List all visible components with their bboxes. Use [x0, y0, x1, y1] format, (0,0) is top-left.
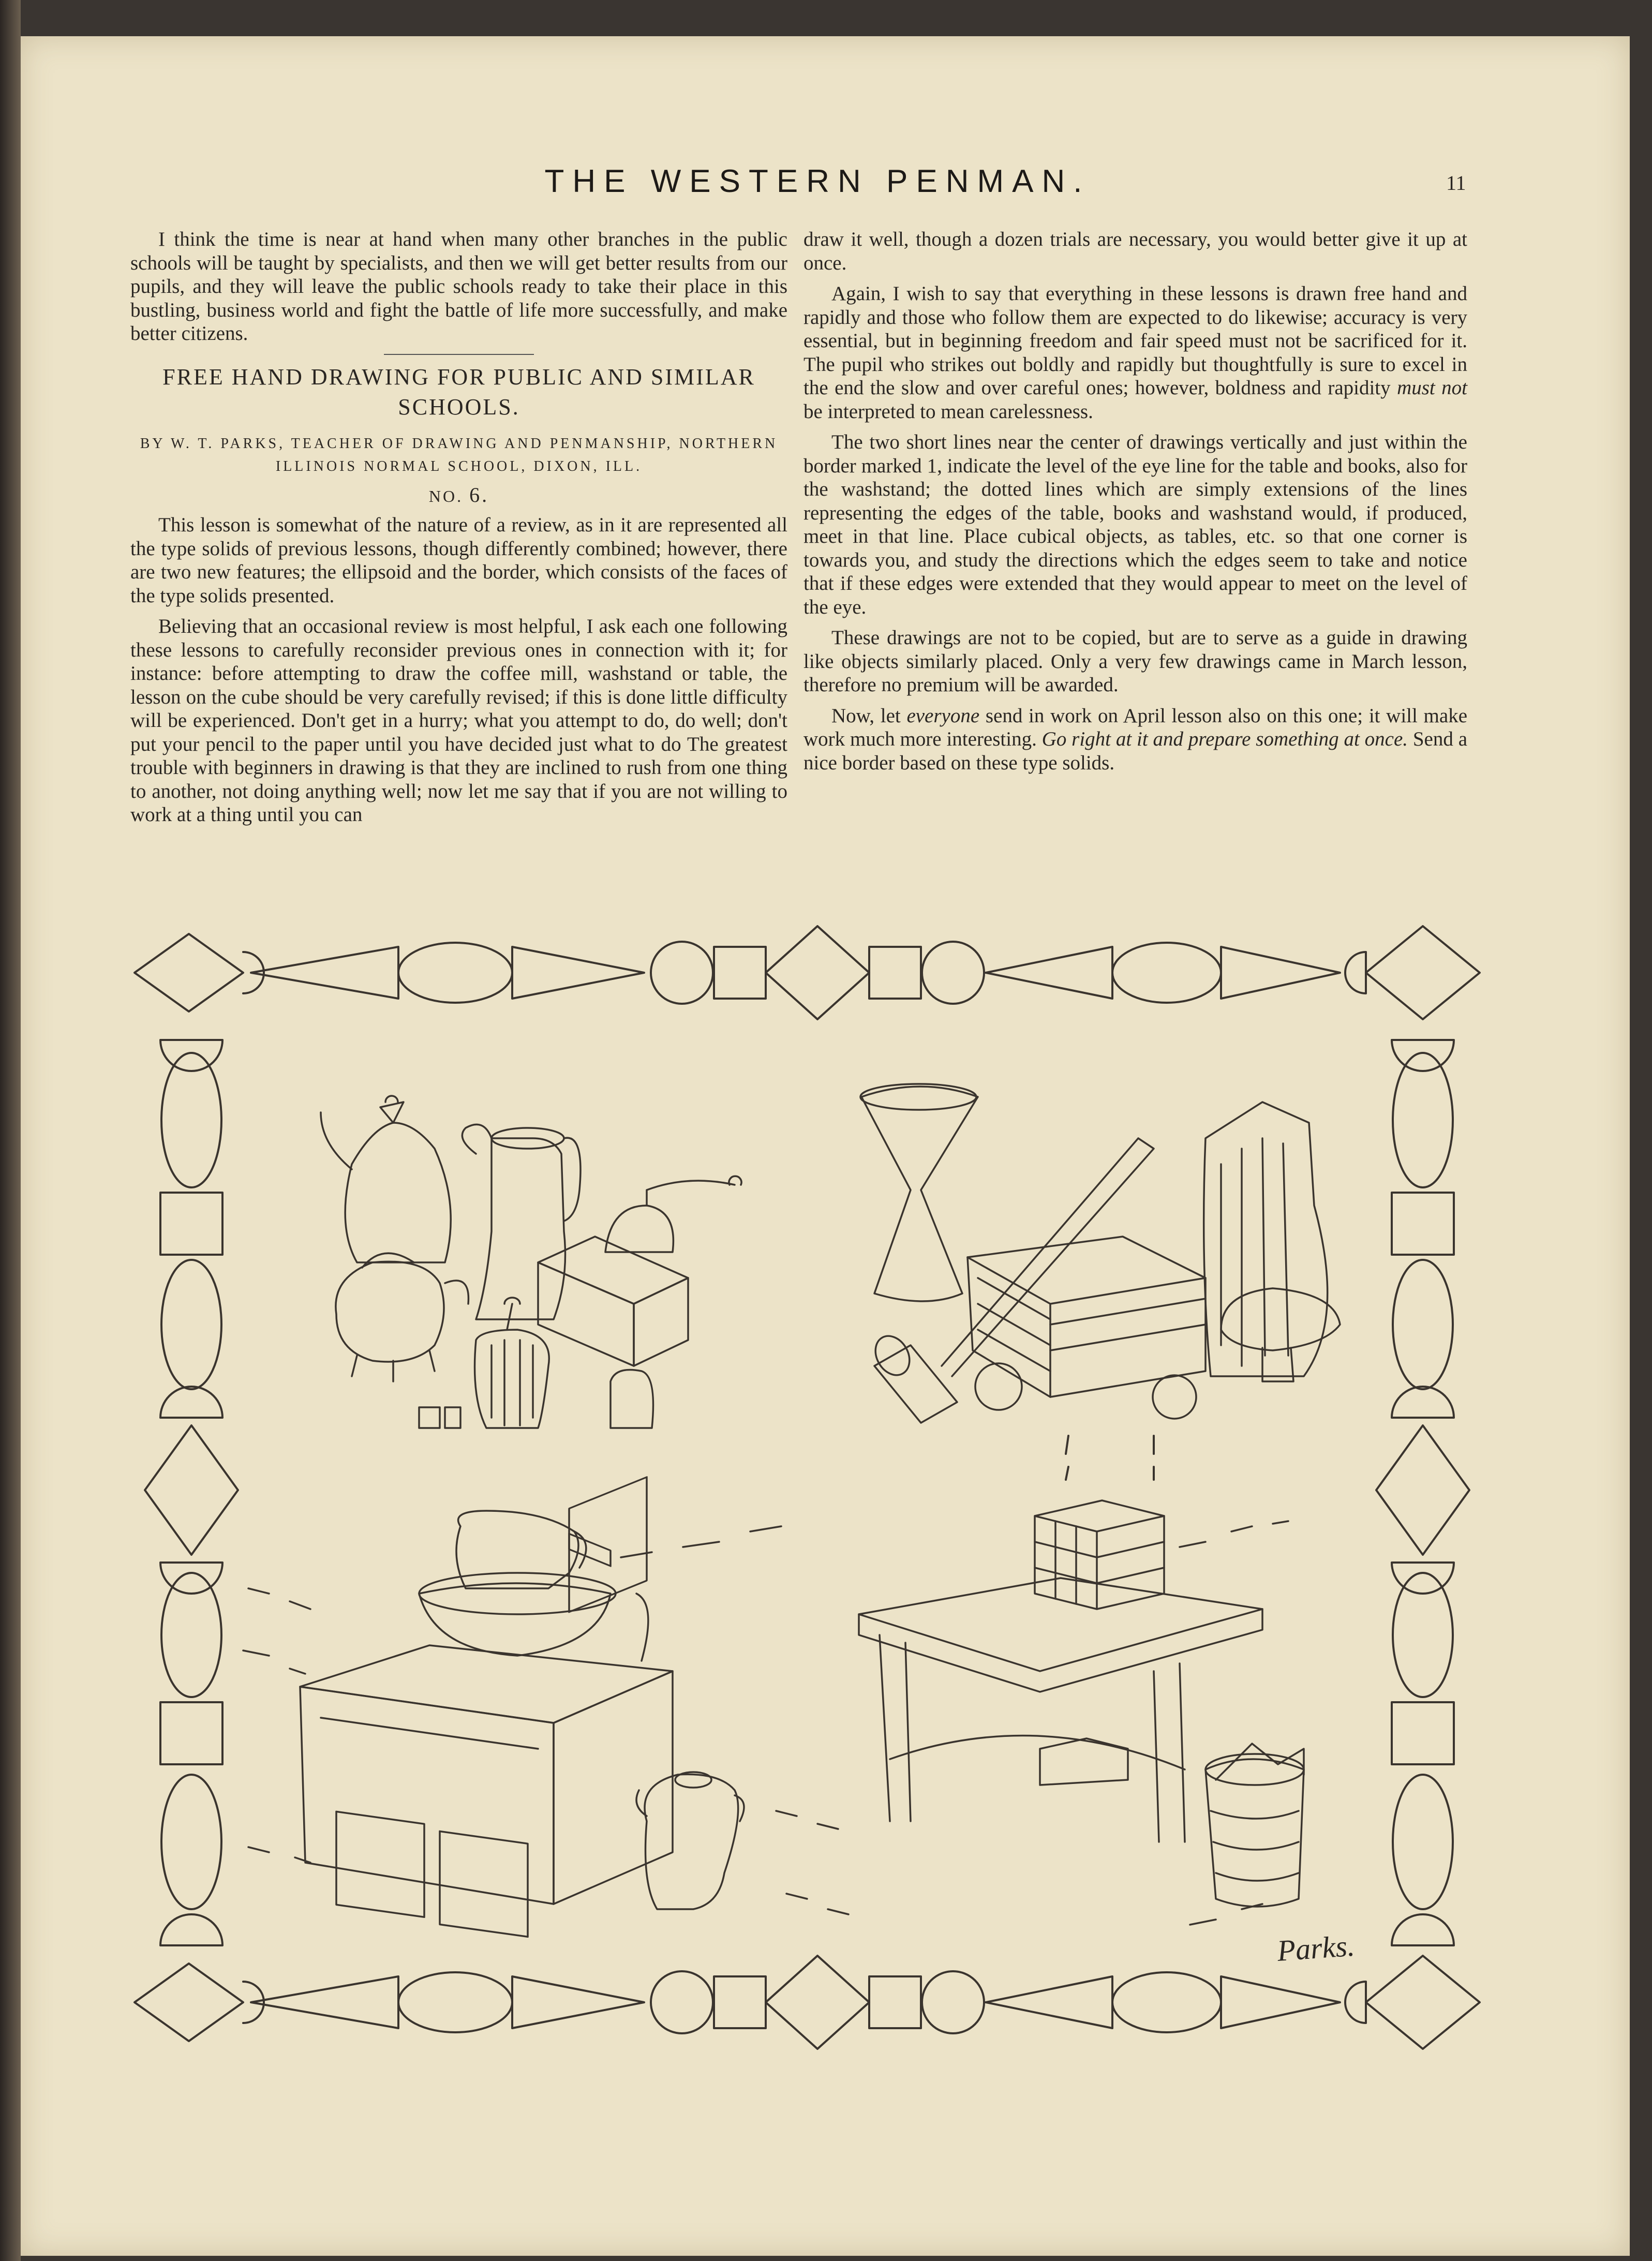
table-shelf-drawing — [890, 1736, 1185, 1769]
diamond-shape — [1366, 1956, 1480, 2049]
kettle-drawing — [336, 1261, 444, 1362]
triangle-shape — [1221, 1976, 1340, 2028]
half-circle-shape — [1392, 1040, 1454, 1071]
washstand-group-drawing — [243, 1477, 781, 1937]
ellipse-shape — [1112, 943, 1221, 1003]
washbowl-drawing — [419, 1583, 611, 1656]
square-shape — [714, 1976, 766, 2028]
circle-shape — [922, 1971, 984, 2033]
article-title: FREE HAND DRAWING FOR PUBLIC AND SIMILAR SCHOOLS. — [162, 364, 755, 420]
lesson-number-value: 6. — [469, 483, 489, 507]
paragraph-6-emphasis-1: everyone — [906, 704, 980, 727]
ellipse-shape — [161, 1573, 221, 1697]
ellipse-shape — [161, 1053, 221, 1187]
half-circle-shape — [1392, 1387, 1454, 1418]
square-shape — [869, 1976, 921, 2028]
square-shape — [1392, 1702, 1454, 1764]
ellipse-shape — [398, 1972, 512, 2032]
pitcher-drawing — [456, 1511, 578, 1588]
ellipse-shape — [1393, 1053, 1453, 1187]
paragraph-3-text: Again, I wish to say that everything in these lessons is drawn free hand and rapidly and those who follow them are expected to do likewise; accuracy is very essential, but in beginning freedom and fair speed must not be sacrificed for it. The pupil who strikes out boldly and rapidly but thoughtfully is sure to excel in the end the slow and over careful ones; however, boldness and rapidity — [803, 282, 1467, 399]
mallet-head-drawing — [874, 1345, 957, 1423]
border-right — [1376, 1040, 1469, 1945]
paragraph-3-emphasis: must not — [1397, 377, 1467, 399]
page-number: 11 — [1446, 171, 1466, 195]
intro-paragraph: I think the time is near at hand when many other branches in the public schools will be taught by specialists, and then we will get better results from our pupils, and they will leave the public schools ready to take their place in this bustling, business world and fight the battle of life more successfully, and make better citizens. — [130, 228, 787, 345]
triangle-shape — [986, 1976, 1112, 2028]
paragraph-6-c: Send a nice border based on these type solids. — [803, 728, 1468, 774]
books-drawing — [1035, 1500, 1164, 1531]
ellipse-shape — [161, 1775, 221, 1909]
ellipse-shape — [1393, 1260, 1453, 1389]
continuation-paragraph: draw it well, though a dozen trials are necessary, you would better give it up at once. — [803, 228, 1467, 274]
square-shape — [869, 947, 921, 999]
article-byline: BY W. T. PARKS, TEACHER OF DRAWING AND PENMANSHIP, NORTHERN ILLINOIS NORMAL SCHOOL, DIXON, ILL. — [140, 435, 778, 474]
half-circle-shape — [160, 1563, 222, 1594]
square-shape — [714, 947, 766, 999]
circle-shape — [922, 942, 984, 1004]
tall-coffeepot-drawing — [462, 1124, 565, 1319]
table-top-drawing — [859, 1578, 1262, 1671]
square-shape — [1392, 1193, 1454, 1255]
half-circle-shape — [1392, 1914, 1454, 1945]
cart-group-drawing — [860, 1084, 1340, 1423]
table-group-drawing — [776, 1500, 1304, 1925]
paragraph-5: These drawings are not to be copied, but are to serve as a guide in drawing like objects similarly placed. Only a very few drawings came in March lesson, therefore no premium will be awarded. — [803, 627, 1467, 696]
paragraph-3-end: be interpreted to mean carelessness. — [803, 400, 1093, 423]
half-circle-shape — [1392, 1563, 1454, 1594]
diamond-shape — [135, 934, 243, 1012]
triangle-shape — [512, 1976, 644, 2028]
hourglass-drawing — [861, 1087, 978, 1301]
cart-wheel-drawing — [975, 1363, 1022, 1410]
half-circle-shape — [160, 1387, 222, 1418]
circle-shape — [651, 942, 713, 1004]
triangle-shape — [251, 947, 398, 999]
paragraph-6-b: send in work on April lesson also on this one; it will make work much more interesting. — [803, 704, 1468, 750]
triangle-shape — [1221, 947, 1340, 999]
diamond-shape — [1366, 926, 1480, 1019]
half-circle-shape — [1345, 952, 1366, 993]
ellipse-shape — [1112, 1972, 1221, 2032]
ellipse-shape — [161, 1260, 221, 1389]
border-top — [135, 926, 1480, 1019]
ellipse-shape — [1393, 1573, 1453, 1697]
coffeepot-drawing — [345, 1123, 451, 1262]
small-box-drawing — [611, 1370, 653, 1429]
sugar-bowl-drawing — [645, 1774, 738, 1909]
diamond-shape — [766, 926, 869, 1019]
ellipse-shape — [1393, 1775, 1453, 1909]
eye-line-marks — [1066, 1436, 1154, 1480]
paragraph-6-emphasis-2: Go right at it and prepare something at once. — [1041, 728, 1408, 750]
border-bottom — [135, 1956, 1480, 2049]
half-circle-shape — [1345, 1982, 1366, 2023]
circle-shape — [651, 1971, 713, 2033]
paragraph-1: This lesson is somewhat of the nature of a review, as in it are represented all the type solids of previous lessons, though differently combined; however, there are two new features; the ellipsoid and the border, which consists of the faces of the type solids presented. — [130, 514, 787, 607]
mushroom-drawing — [1221, 1288, 1340, 1350]
border-left — [145, 1040, 238, 1945]
half-circle-shape — [160, 1040, 222, 1071]
washstand-top-drawing — [300, 1645, 673, 1723]
diamond-shape — [766, 1956, 869, 2049]
ellipse-shape — [398, 943, 512, 1003]
signature-text: Parks. — [1276, 1928, 1356, 1968]
triangle-shape — [986, 947, 1112, 999]
paragraph-4: The two short lines near the center of drawings vertically and just within the border marked 1, indicate the level of the eye line for the table and books, also for the washstand; the dotted lines which are simply extensions of the lines representing the edges of the table, books and washstand would, if produced, meet in that line. Place cubical objects, as tables, etc. so that one corner is towards you, and study the directions which the edges seem to take and notice that if these edges were extended that they would appear to meet on the level of the eye. — [803, 431, 1467, 618]
paragraph-2: Believing that an occasional review is most helpful, I ask each one following these lessons to carefully reconsider previous ones in connection with it; for instance: before attempting to draw the coffee mill, washstand or table, the lesson on the cube should be very carefully revised; if this is done little difficulty will be experienced. Don't get in a hurry; what you attempt to do, do well; don't put your pencil to the paper until you have decided just what to do The greatest trouble with beginners in drawing is that they are inclined to rush from one thing to another, not doing anything well; now let me say that if you are not willing to work at a thing until you can — [130, 615, 787, 826]
coffee-mill-group-drawing — [321, 1096, 741, 1566]
diamond-shape — [135, 1964, 243, 2041]
diamond-shape — [145, 1425, 238, 1555]
lesson-number-label: NO. — [428, 486, 464, 505]
washstand-door-drawing — [336, 1811, 424, 1917]
triangle-shape — [251, 1976, 398, 2028]
washstand-front-drawing — [300, 1687, 554, 1904]
square-shape — [160, 1193, 222, 1255]
paragraph-6-a: Now, let — [831, 704, 901, 727]
vase-drawing — [475, 1330, 549, 1428]
diamond-shape — [1376, 1425, 1469, 1555]
half-circle-shape — [160, 1914, 222, 1945]
masthead: THE WESTERN PENMAN. — [544, 163, 1091, 199]
square-shape — [160, 1702, 222, 1764]
triangle-shape — [512, 947, 644, 999]
